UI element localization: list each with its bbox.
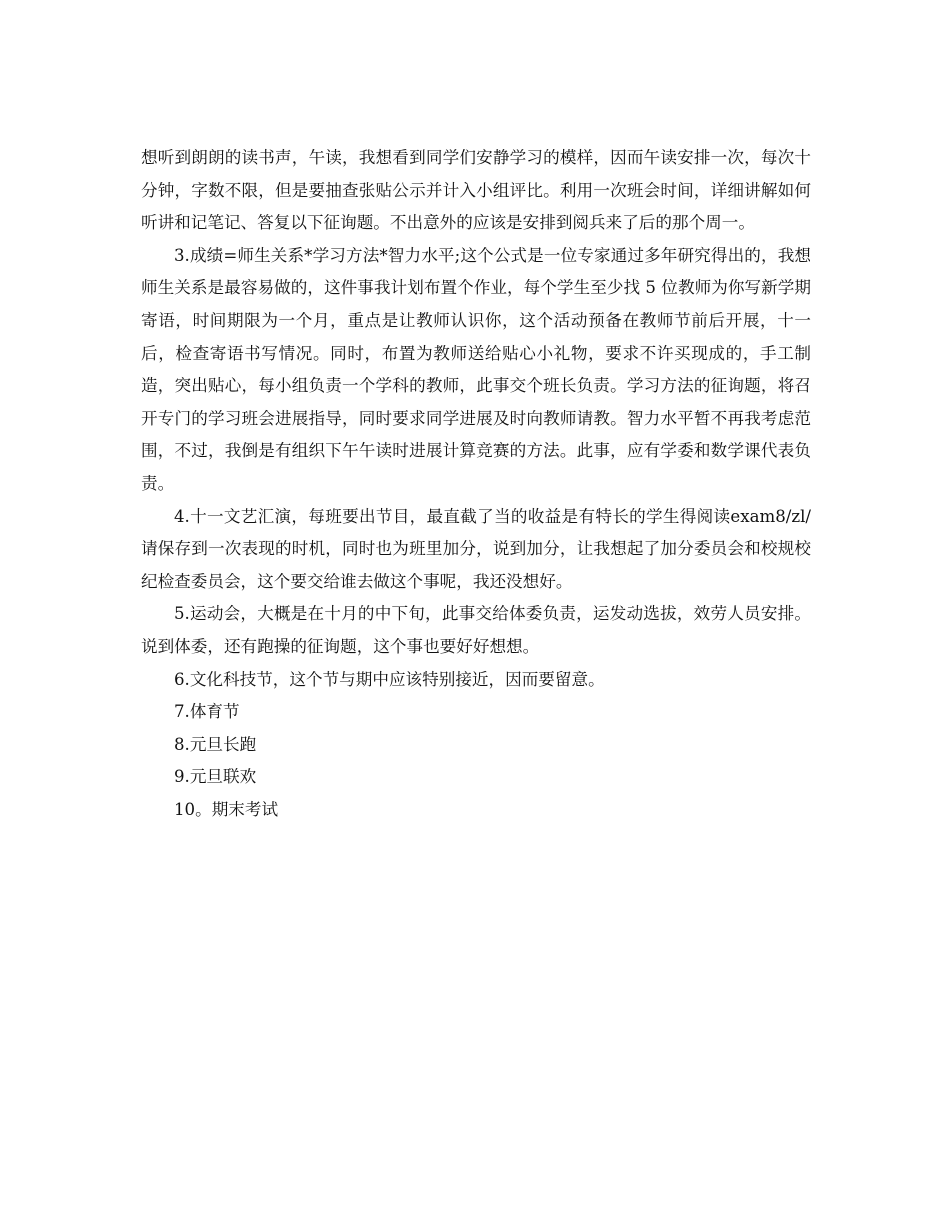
paragraph-item-6: 6.文化科技节，这个节与期中应该特别接近，因而要留意。 [174, 669, 605, 689]
document-body [141, 142, 811, 826]
paragraph-item-10: 10。期末考试 [174, 799, 279, 819]
paragraph-item-4: 4.十一文艺汇演，每班要出节目，最直截了当的收益是有特长的学生得阅读exam8/zl/请保存到一次表现的时机，同时也为班里加分，说到加分，让我想起了加分委员会和校规校纪检查委员会，这个要交给谁去做这个事呢，我还没想好。 [141, 506, 811, 591]
paragraph-item-8: 8.元旦长跑 [174, 734, 257, 754]
paragraph-continuation: 想听到朗朗的读书声，午读，我想看到同学们安静学习的模样，因而午读安排一次，每次十分钟，字数不限，但是要抽查张贴公示并计入小组评比。利用一次班会时间，详细讲解如何听讲和记笔记、答复以下征询题。不出意外的应该是安排到阅兵来了后的那个周一。 [141, 148, 811, 233]
paragraph-item-9: 9.元旦联欢 [174, 767, 257, 787]
paragraph-item-5: 5.运动会，大概是在十月的中下旬，此事交给体委负责，运发动选拔，效劳人员安排。说到体委，还有跑操的征询题，这个事也要好好想想。 [141, 604, 811, 656]
paragraph-item-7: 7.体育节 [174, 702, 240, 722]
paragraph-item-3: 3.成绩=师生关系*学习方法*智力水平;这个公式是一位专家通过多年研究得出的，我想师生关系是最容易做的，这件事我计划布置个作业，每个学生至少找 5 位教师为你写新学期寄语，时间期限为一个月，重点是让教师认识你，这个活动预备在教师节前后开展，十一后，检查寄语书写情况。同时，布置为教师送给贴心小礼物，要求不许买现成的，手工制造，突出贴心，每小组负责一个学科的教师，此事交个班长负责。学习方法的征询题，将召开专门的学习班会进展指导，同时要求同学进展及时向教师请教。智力水平暂不再我考虑范围，不过，我倒是有组织下午午读时进展计算竞赛的方法。此事，应有学委和数学课代表负责。 [141, 245, 811, 493]
